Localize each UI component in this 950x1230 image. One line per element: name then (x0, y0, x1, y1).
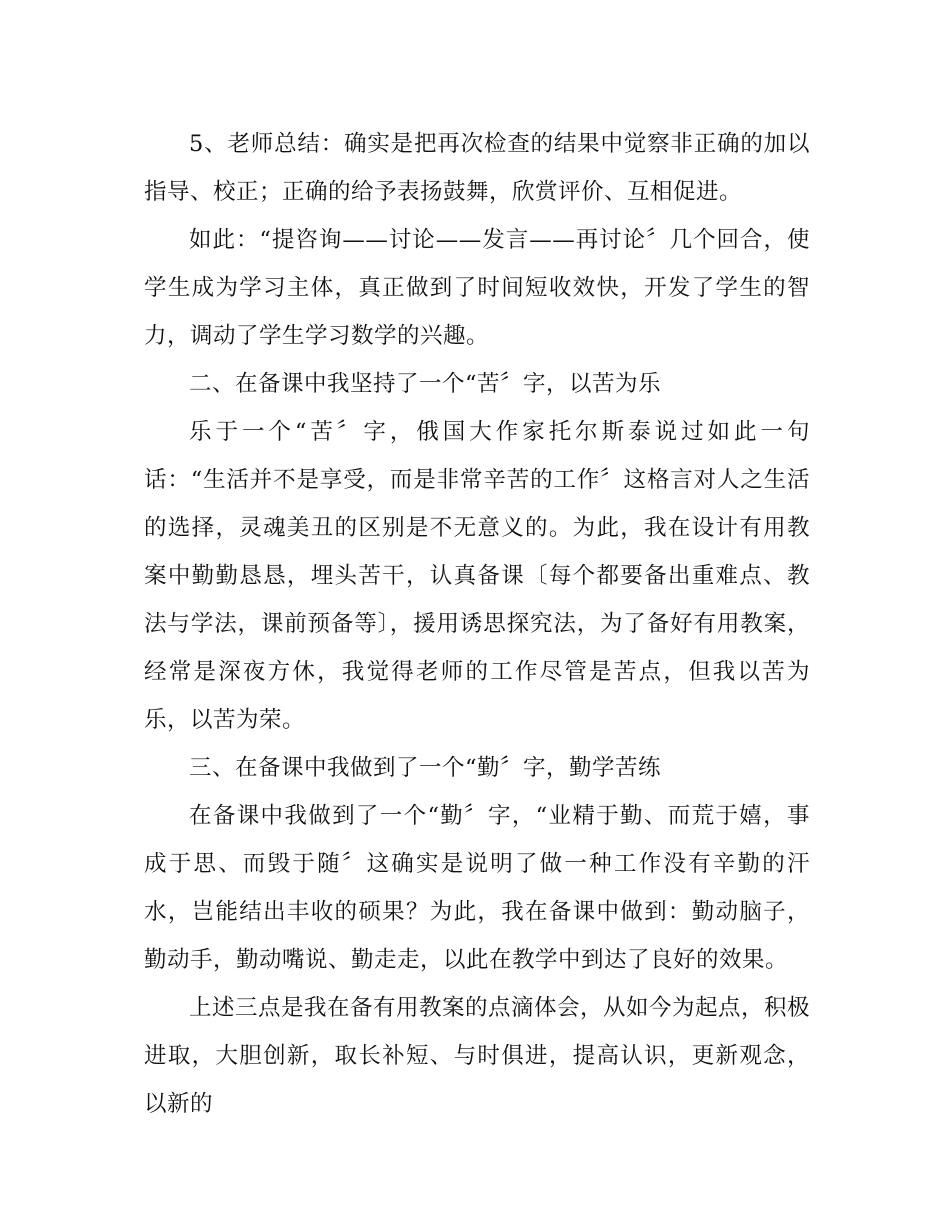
paragraph-conclusion: 上述三点是我在备有用教案的点滴体会，从如今为起点，积极进取，大胆创新，取长补短、与时俱进，提高认识，更新观念，以新的 (144, 995, 811, 1117)
paragraph-diligence: 在备课中我做到了一个“勤〞字，“业精于勤、而荒于嬉，事成于思、而毁于随〞这确实是说明了做一种工作没有辛勤的汗水，岂能结出丰收的硕果？为此，我在备课中做到：勤动脑子，勤动手，勤动嘴说、勤走走，以此在教学中到达了良好的效果。 (144, 803, 810, 973)
heading-section-two: 二、在备课中我坚持了一个“苦〞字，以苦为乐 (189, 371, 662, 397)
paragraph-teacher-summary: 5、老师总结：确实是把再次检查的结果中觉察非正确的加以指导、校正；正确的给予表扬鼓舞，欣赏评价、互相促进。 (144, 131, 810, 205)
document-body (144, 120, 810, 1128)
heading-section-three: 三、在备课中我做到了一个“勤〞字，勤学苦练 (189, 755, 662, 781)
paragraph-discussion-rounds: 如此：“提咨询——讨论——发言——再讨论〞几个回合，使学生成为学习主体，真正做到了时间短收效快，开发了学生的智力，调动了学生学习数学的兴趣。 (144, 227, 810, 349)
paragraph-hardship: 乐于一个“苦〞字，俄国大作家托尔斯泰说过如此一句话：“生活并不是享受，而是非常辛苦的工作〞这格言对人之生活的选择，灵魂美丑的区别是不无意义的。为此，我在设计有用教案中勤勤恳恳，埋头苦干，认真备课〔每个都要备出重难点、教法与学法，课前预备等〕，援用诱思探究法，为了备好有用教案，经常是深夜方休，我觉得老师的工作尽管是苦点，但我以苦为乐，以苦为荣。 (144, 419, 810, 733)
